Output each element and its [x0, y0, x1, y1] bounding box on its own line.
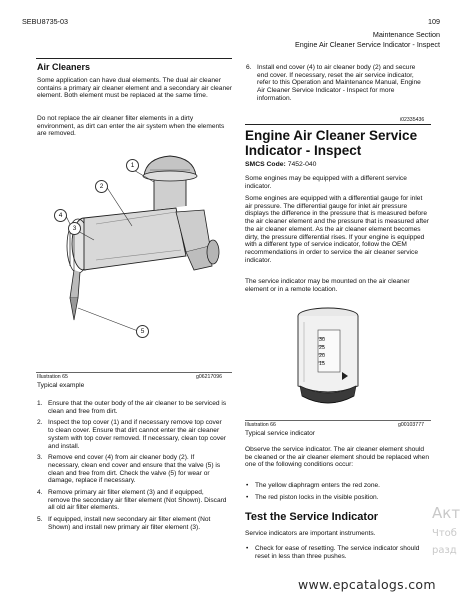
air-cleaner-illustration	[36, 148, 236, 368]
section-rule-right	[245, 124, 431, 125]
callout-2: 2	[95, 180, 108, 193]
figure-66-id: g00103777	[398, 422, 424, 428]
step-5-number: 5.	[37, 516, 43, 524]
step-2	[37, 419, 227, 450]
step-4	[37, 489, 227, 512]
figure-66-label: Illustration 66	[245, 422, 276, 428]
figure-65-id: g06217096	[196, 374, 222, 380]
test-item: • Check for ease of resetting. The service indicator should reset in less than three pushes.	[245, 545, 429, 560]
gauge-value-25: 25	[319, 345, 325, 351]
service-indicator-illustration	[288, 302, 368, 414]
step-4-number: 4.	[37, 489, 43, 497]
conditions-list	[245, 482, 429, 505]
watermark-line-1: Акт	[432, 504, 461, 522]
watermark-line-3: разд	[432, 545, 457, 556]
indicator-para-4: Observe the service indicator. The air cleaner element should be cleaned or the air cleaner element should be replaced when one of the following conditions occur:	[245, 446, 430, 469]
figure-65-caption: Typical example	[37, 382, 85, 389]
step-6-list	[246, 64, 428, 107]
step-1	[37, 400, 227, 415]
step-3-text: Remove end cover (4) from air cleaner body (2). If necessary, clean end cover and ensure that the valve (5) is clean and free from dirt. Check the valve (5) for wear or damage, replace if necessary.	[48, 454, 221, 485]
step-3-number: 3.	[37, 454, 43, 462]
gauge-value-20: 20	[319, 353, 325, 359]
subsection-name: Engine Air Cleaner Service Indicator - Inspect	[294, 40, 440, 49]
callout-1: 1	[126, 159, 139, 172]
steps-list	[37, 400, 227, 536]
indicator-para-2: Some engines are equipped with a differential gauge for inlet air pressure. The differential gauge for inlet air pressure displays the difference in the pressure that is measured before the air cleaner element and the pressure that is measured after the air cleaner element. As the air cleaner element becomes dirty, the pressure differential rises. If your engine is equipped with a different type of service indicator, follow the OEM recommendations in order to service the air cleaner service indicator.	[245, 195, 429, 264]
step-6-text: Install end cover (4) to air cleaner body (2) and secure end cover. If necessary, reset the air service indicator, refer to this Operation and Maintenance Manual, Engine Air Cleaner Service Indicator - Inspect for more information.	[257, 64, 421, 102]
step-6-number: 6.	[246, 64, 252, 71]
gauge-scale	[319, 336, 325, 368]
callout-5: 5	[136, 325, 149, 338]
air-cleaners-para-1: Some application can have dual elements. The dual air cleaner contains a primary air cleaner element and a secondary air cleaner element. Both element must be replaced at the same time.	[37, 77, 232, 100]
ref-id: i02335436	[400, 117, 425, 123]
smcs-label: SMCS Code:	[245, 161, 286, 168]
watermark-line-2: Чтоб	[432, 528, 457, 539]
figure-65-label: Illustration 65	[37, 374, 68, 380]
doc-code: SEBU8735-03	[22, 17, 68, 26]
page-number: 109	[428, 17, 440, 26]
service-indicator-title: Engine Air Cleaner Service Indicator - Inspect	[245, 128, 418, 158]
step-4-text: Remove primary air filter element (3) and if equipped, remove the secondary air filter element (Not Shown). Discard all old air filter elements.	[48, 489, 227, 512]
test-indicator-title: Test the Service Indicator	[245, 511, 379, 523]
figure-rule	[36, 372, 232, 373]
gauge-value-15: 15	[319, 361, 325, 367]
condition-item: • The yellow diaphragm enters the red zone.	[245, 482, 429, 490]
step-6	[246, 64, 428, 103]
site-watermark: www.epcatalogs.com	[298, 577, 436, 592]
step-1-text: Ensure that the outer body of the air cleaner to be serviced is clean and free from dirt.	[48, 400, 227, 415]
step-2-text: Inspect the top cover (1) and if necessary remove top cover to clean cover. Ensure that dirt cannot enter the air cleaner system with top cover removed. If necessary, clean top cover and install.	[48, 419, 226, 450]
step-5	[37, 516, 227, 531]
smcs-code	[245, 161, 316, 168]
step-2-number: 2.	[37, 419, 43, 427]
step-3	[37, 454, 227, 485]
figure-66-rule	[245, 420, 431, 421]
figure-66-caption: Typical service indicator	[245, 430, 315, 437]
section-rule	[36, 58, 232, 59]
gauge-value-30: 30	[319, 337, 325, 343]
indicator-para-1: Some engines may be equipped with a different service indicator.	[245, 175, 407, 190]
section-name: Maintenance Section	[372, 30, 440, 39]
test-para: Service indicators are important instruments.	[245, 530, 376, 537]
test-list	[245, 545, 429, 564]
indicator-para-3: The service indicator may be mounted on the air cleaner element or in a remote location.	[245, 278, 410, 293]
step-1-number: 1.	[37, 400, 43, 407]
step-5-text: If equipped, install new secondary air filter element (Not Shown) and install new primary air filter element (3).	[48, 516, 211, 531]
smcs-value: 7452-040	[287, 161, 317, 168]
air-cleaners-title: Air Cleaners	[37, 62, 91, 72]
air-cleaners-para-2: Do not replace the air cleaner filter elements in a dirty environment, as dirt can enter the air system when the elements are removed.	[37, 115, 225, 138]
condition-item: • The red piston locks in the visible position.	[245, 494, 429, 502]
callout-4: 4	[54, 209, 67, 222]
callout-3: 3	[68, 222, 81, 235]
